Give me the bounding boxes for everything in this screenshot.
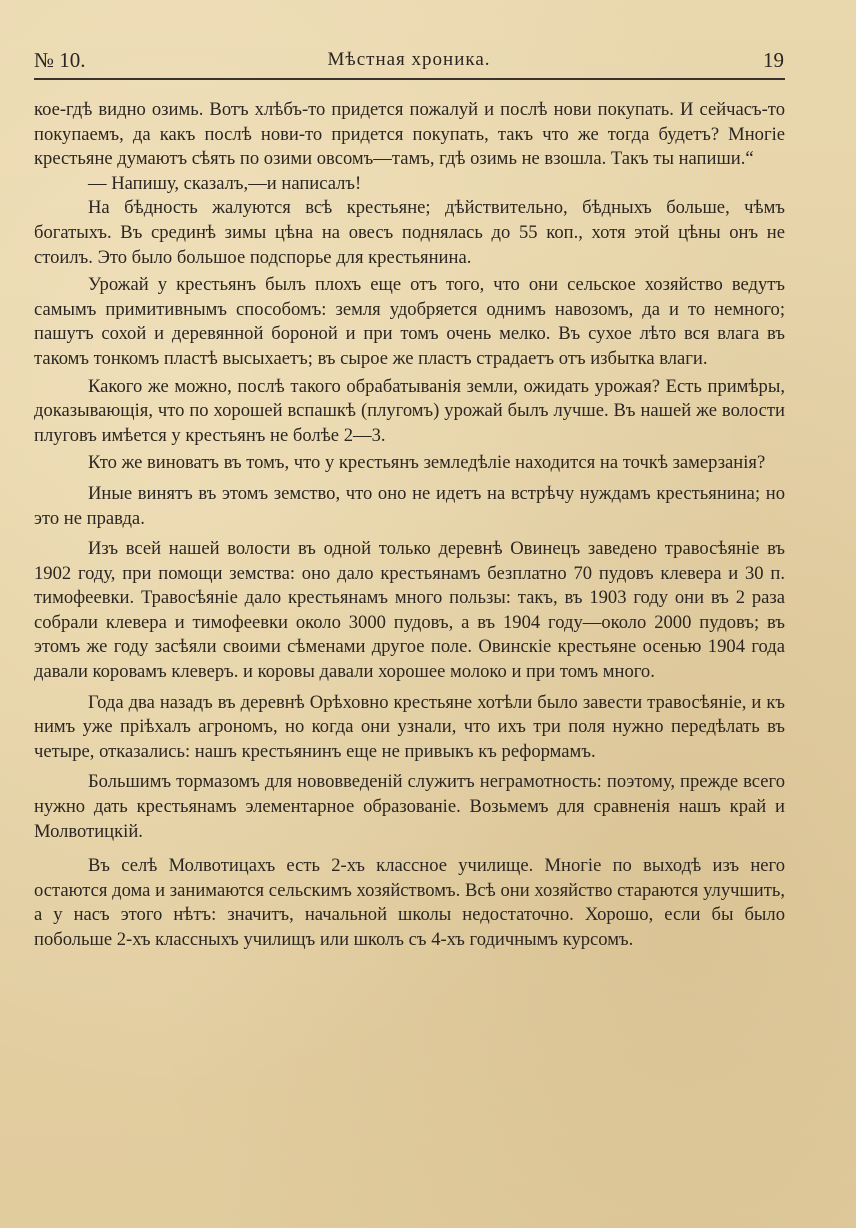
paragraph: На бѣдность жалуются всѣ крестьяне; дѣйствительно, бѣдныхъ больше, чѣмъ богатыхъ. Въ срединѣ зимы цѣна на овесъ поднялась до 55 коп., хотя этой цѣны онъ не стоилъ. Это было большое подспорье для крестьянина. bbox=[34, 197, 785, 268]
paragraph: Изъ всей нашей волости въ одной только деревнѣ Овинецъ заведено травосѣяніе въ 1902 году, при помощи земства: оно дало крестьянамъ безплатно 70 пудовъ клевера и 30 п. тимофеевки. Травосѣяніе дало крестьянамъ много пользы: такъ, въ 1903 году они въ 2 раза собрали клевера и тимофеевки около 3000 пудовъ, а въ 1904 году—около 2000 пудовъ; въ этомъ же году засѣяли своими сѣменами другое поле. Овинскіе крестьяне осенью 1904 года давали коровамъ клеверъ. и коровы давали хорошее молоко и при томъ много. bbox=[34, 538, 785, 683]
paragraph: Какого же можно, послѣ такого обрабатыванія земли, ожидать урожая? Есть примѣры, доказывающія, что по хорошей вспашкѣ (плугомъ) урожай былъ лучше. Въ нашей же волости плуговъ имѣется у крестьянъ не болѣе 2—3. bbox=[34, 375, 785, 446]
paragraph: — Напишу, сказалъ,—и написалъ! bbox=[88, 172, 362, 194]
page-number: 19 bbox=[763, 48, 784, 72]
paragraph: Въ селѣ Молвотицахъ есть 2-хъ классное училище. Многіе по выходѣ изъ него остаются дома и занимаются сельскимъ хозяйствомъ. Всѣ они хозяйство стараются улучшить, а у насъ этого нѣтъ: значитъ, начальной школы недостаточно. Хорошо, если бы было побольше 2-хъ классныхъ училищъ или школъ съ 4-хъ годичнымъ курсомъ. bbox=[34, 855, 785, 950]
paragraph: Большимъ тормазомъ для нововведеній служитъ неграмотность: поэтому, прежде всего нужно дать крестьянамъ элементарное образованіе. Возьмемъ для сравненія нашъ край и Молвотицкій. bbox=[34, 771, 785, 842]
paragraph: Года два назадъ въ деревнѣ Орѣховно крестьяне хотѣли было завести травосѣяніе, и къ нимъ уже пріѣхалъ агрономъ, но когда они узнали, что ихъ три поля нужно передѣлать въ четыре, отказались: нашъ крестьянинъ еще не привыкъ къ реформамъ. bbox=[34, 691, 785, 762]
section-title: Мѣстная хроника. bbox=[327, 49, 491, 70]
paragraph: кое-гдѣ видно озимь. Вотъ хлѣбъ-то придется пожалуй и послѣ нови покупать. И сейчасъ-то покупаемъ, да какъ послѣ нови-то придется покупать, такъ что же тогда будетъ? Многіе крестьяне думаютъ сѣять по озими овсомъ—тамъ, гдѣ озимь не взошла. Такъ ты напиши.“ bbox=[34, 99, 785, 170]
article-body bbox=[34, 98, 785, 953]
running-header bbox=[34, 46, 784, 76]
header-rule bbox=[34, 78, 785, 80]
issue-number: № 10. bbox=[34, 48, 86, 72]
paragraph: Кто же виноватъ въ томъ, что у крестьянъ земледѣліе находится на точкѣ замерзанія? bbox=[88, 452, 766, 474]
paragraph: Урожай у крестьянъ былъ плохъ еще отъ того, что они сельское хозяйство ведутъ самымъ примитивнымъ способомъ: земля удобряется однимъ навозомъ, да и то немного; пашутъ сохой и деревянной бороной и при томъ очень мелко. Въ сухое лѣто вся влага въ такомъ тонкомъ пластѣ высыхаетъ; въ сырое же пластъ страдаетъ отъ избытка влаги. bbox=[34, 274, 785, 369]
paragraph: Иные винятъ въ этомъ земство, что оно не идетъ на встрѣчу нуждамъ крестьянина; но это не правда. bbox=[34, 482, 785, 529]
